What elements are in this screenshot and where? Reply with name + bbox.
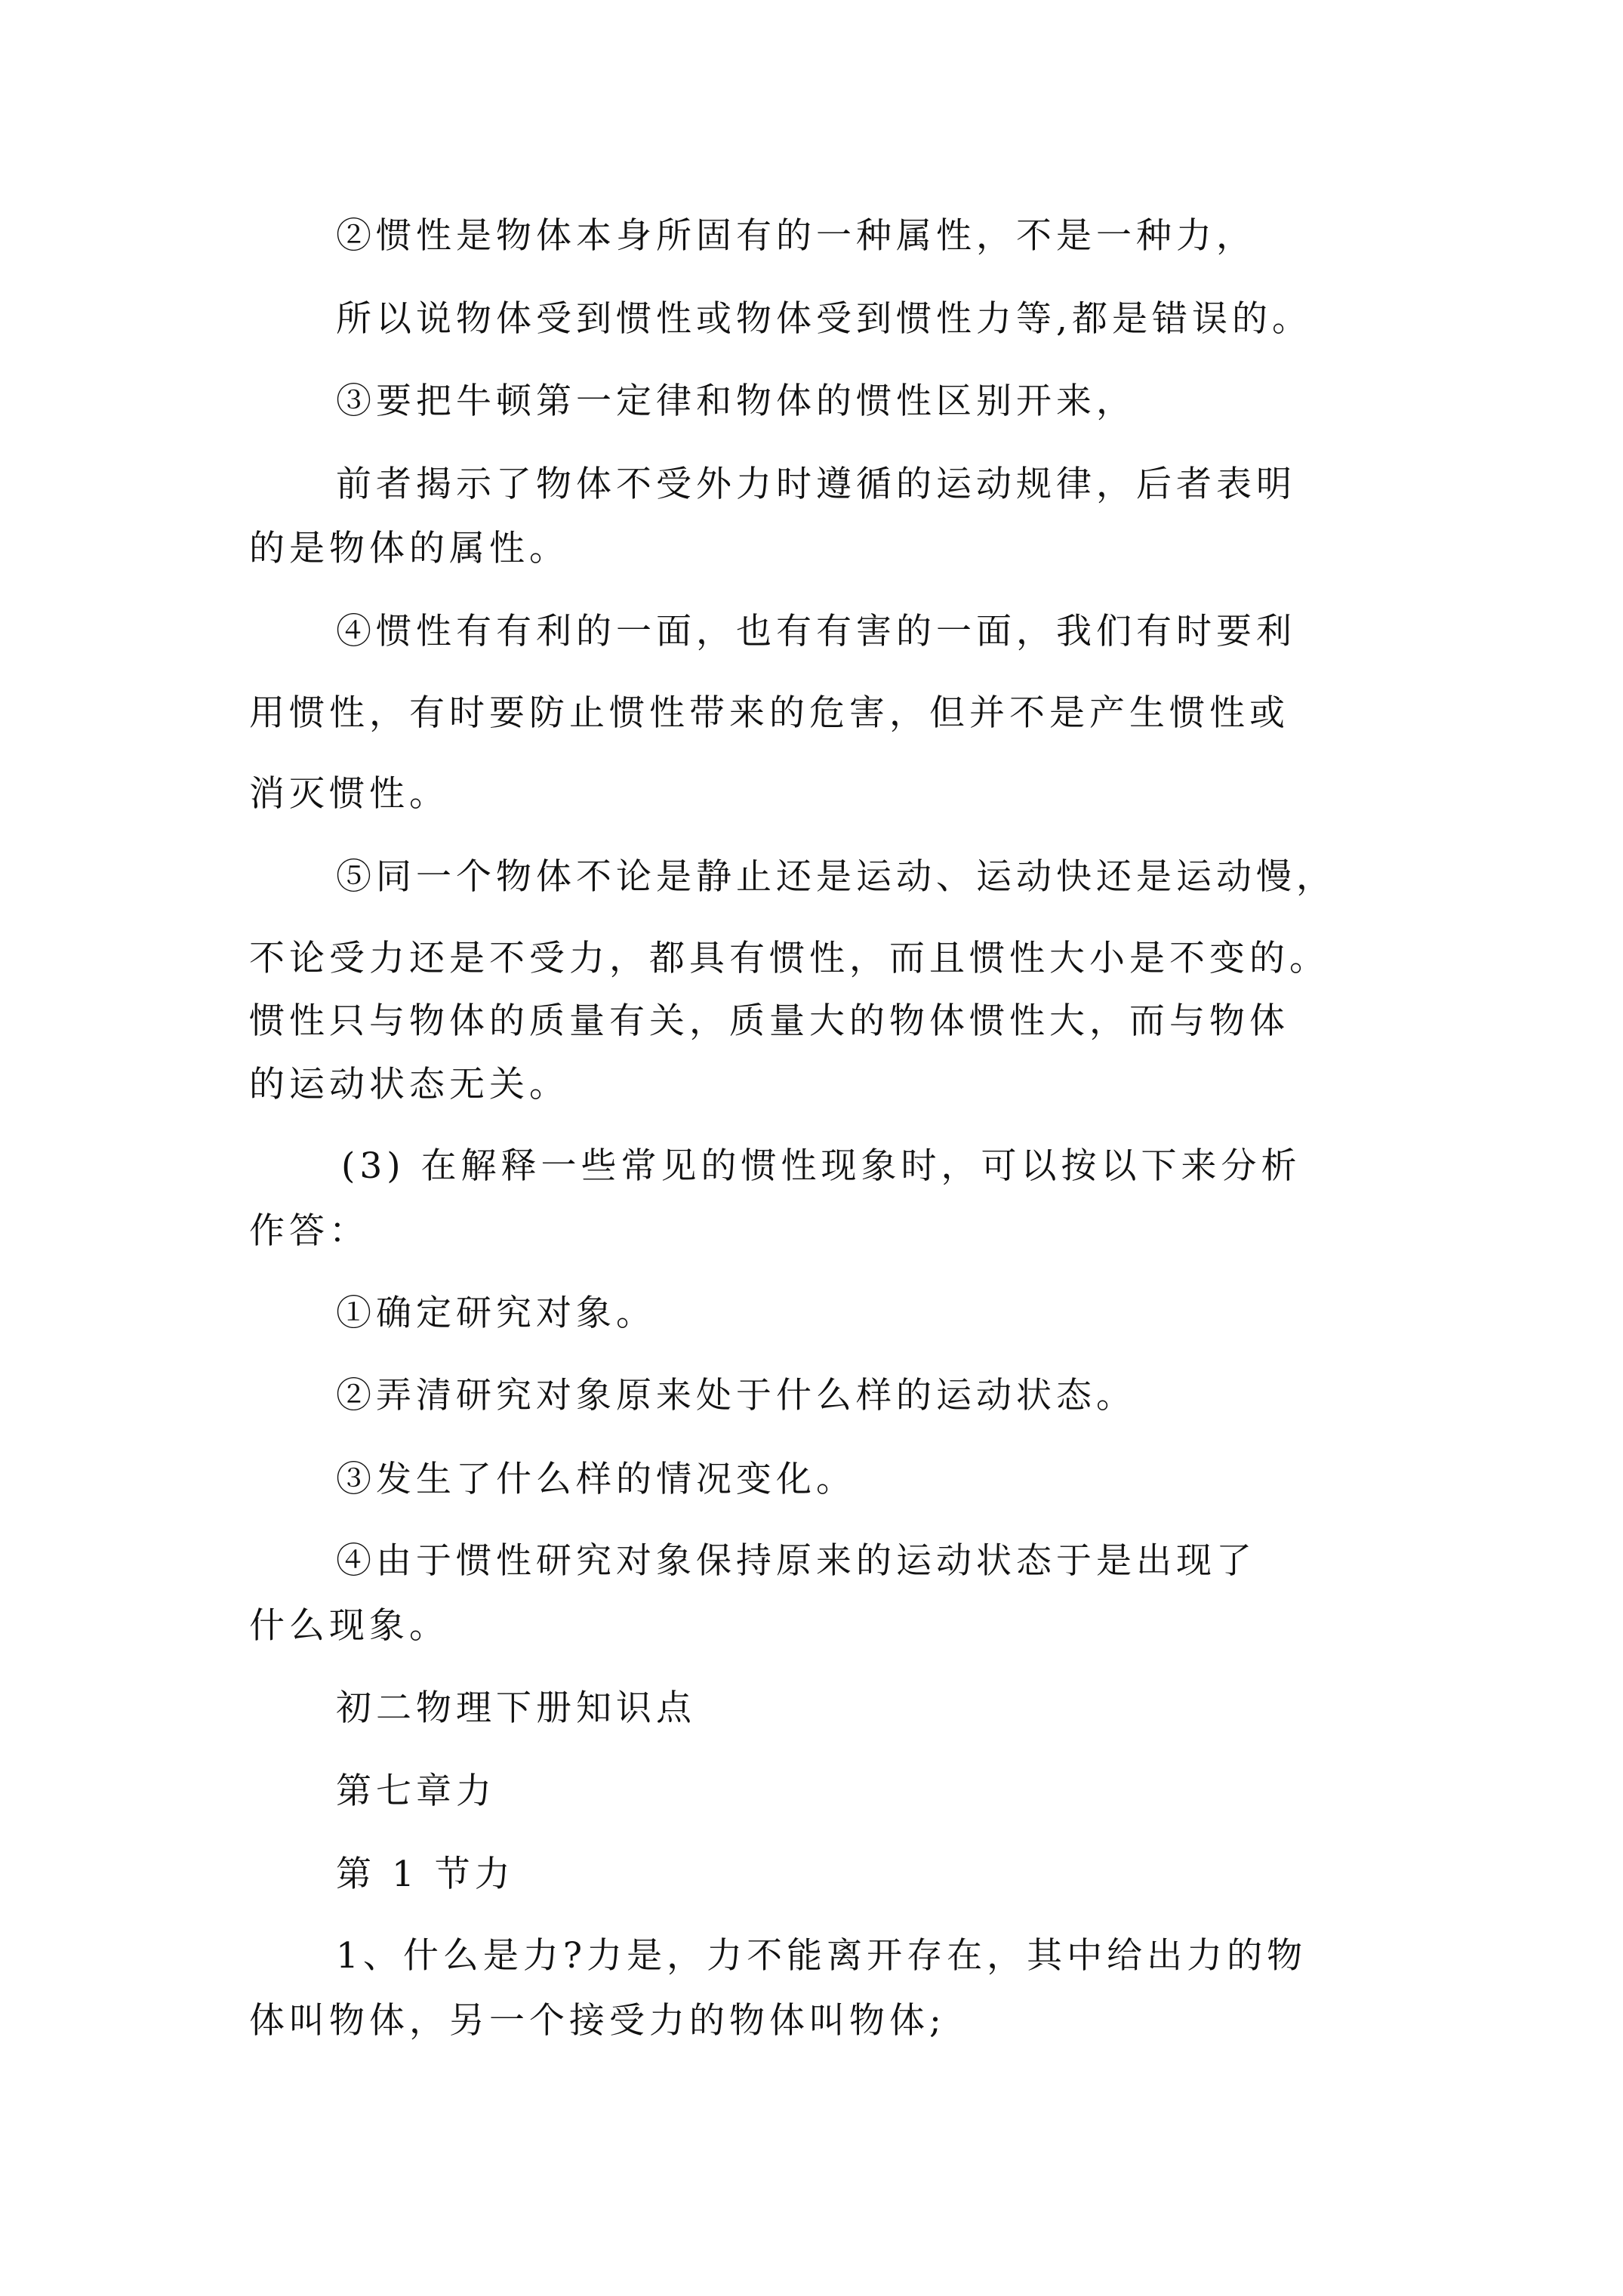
paragraph-line: 所以说物体受到惯性或物体受到惯性力等,都是错误的。	[336, 298, 1312, 340]
paragraph-line: 什么现象。	[249, 1605, 449, 1647]
paragraph-line: 前者揭示了物体不受外力时遵循的运动规律，后者表明	[336, 464, 1296, 505]
paragraph-line: ③要把牛顿第一定律和物体的惯性区别开来，	[336, 381, 1136, 422]
paragraph-line: 用惯性，有时要防止惯性带来的危害，但并不是产生惯性或	[249, 692, 1289, 734]
paragraph-line: 体叫物体，另一个接受力的物体叫物体;	[249, 2000, 946, 2042]
paragraph-line: 作答：	[249, 1210, 369, 1252]
paragraph-line: ②弄清研究对象原来处于什么样的运动状态。	[336, 1375, 1136, 1416]
paragraph-line: ③发生了什么样的情况变化。	[336, 1459, 856, 1500]
paragraph-line: 1、什么是力?力是，力不能离开存在，其中给出力的物	[336, 1935, 1307, 1977]
chapter-heading: 第七章力	[336, 1771, 496, 1812]
paragraph-line: ②惯性是物体本身所固有的一种属性，不是一种力，	[336, 215, 1256, 257]
paragraph-line: ⑤同一个物体不论是静止还是运动、运动快还是运动慢，	[336, 856, 1336, 898]
paragraph-line: 惯性只与物体的质量有关，质量大的物体惯性大，而与物体	[249, 1000, 1289, 1042]
section-heading: 初二物理下册知识点	[336, 1687, 696, 1729]
paragraph-line: 的运动状态无关。	[249, 1064, 569, 1105]
paragraph-line: ④由于惯性研究对象保持原来的运动状态于是出现了	[336, 1540, 1256, 1582]
paragraph-line: 的是物体的属性。	[249, 528, 569, 569]
paragraph-line: (3) 在解释一些常见的惯性现象时，可以按以下来分析	[341, 1145, 1301, 1187]
paragraph-line: 不论受力还是不受力，都具有惯性，而且惯性大小是不变的。	[249, 938, 1329, 979]
paragraph-line: 消灭惯性。	[249, 773, 449, 815]
paragraph-line: ①确定研究对象。	[336, 1293, 656, 1334]
subsection-heading: 第 1 节力	[336, 1854, 515, 1895]
paragraph-line: ④惯性有有利的一面，也有有害的一面，我们有时要利	[336, 611, 1296, 652]
